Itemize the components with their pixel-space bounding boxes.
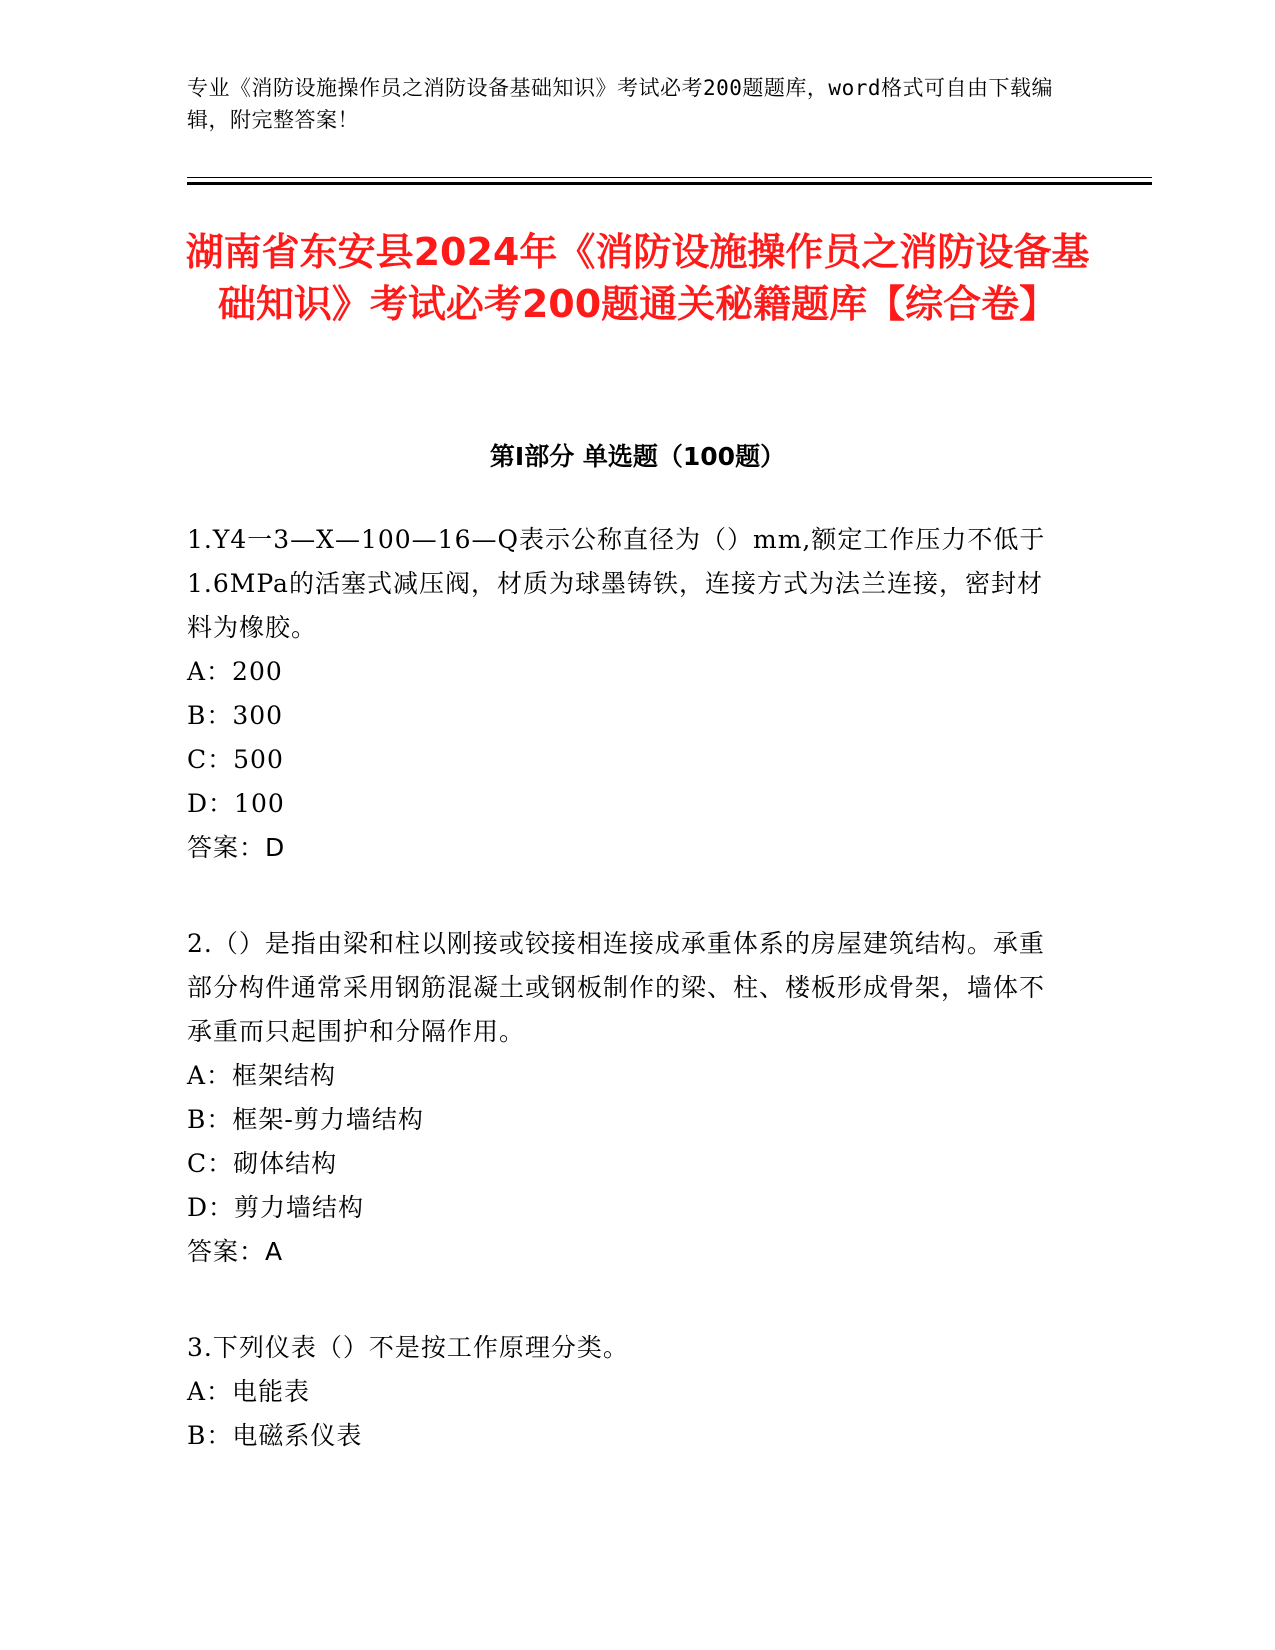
question-1 <box>187 518 1067 870</box>
header-rule-thick <box>187 182 1152 185</box>
option-a: A：框架结构 <box>187 1061 337 1090</box>
option-c: C：砌体结构 <box>187 1149 338 1178</box>
header-rule-thin <box>187 177 1152 178</box>
option-b: B：框架-剪力墙结构 <box>187 1105 424 1134</box>
question-stem: 2.（）是指由梁和柱以刚接或铰接相连接成承重体系的房屋建筑结构。承重部分构件通常采用钢筋混凝土或钢板制作的梁、柱、楼板形成骨架，墙体不承重而只起围护和分隔作用。 <box>187 929 1046 1046</box>
option-a: A：200 <box>187 657 283 686</box>
document-title: 湖南省东安县2024年《消防设施操作员之消防设备基础知识》考试必考200题通关秘籍题库【综合卷】 <box>185 230 1090 326</box>
option-b: B：电磁系仪表 <box>187 1421 363 1450</box>
answer: 答案：A <box>187 1237 284 1266</box>
question-3 <box>187 1326 1067 1458</box>
option-b: B：300 <box>187 701 284 730</box>
option-a: A：电能表 <box>187 1377 311 1406</box>
question-stem: 3.下列仪表（）不是按工作原理分类。 <box>187 1333 629 1362</box>
option-c: C：500 <box>187 745 284 774</box>
option-d: D：剪力墙结构 <box>187 1193 365 1222</box>
option-d: D：100 <box>187 789 285 818</box>
section-heading: 第I部分 单选题（100题） <box>489 442 786 471</box>
question-2 <box>187 922 1067 1274</box>
question-stem: 1.Y4一3—X—100—16—Q表示公称直径为（）mm,额定工作压力不低于1.6MPa的活塞式减压阀，材质为球墨铸铁，连接方式为法兰连接，密封材料为橡胶。 <box>187 525 1046 642</box>
answer: 答案：D <box>187 833 286 862</box>
header-note: 专业《消防设施操作员之消防设备基础知识》考试必考200题题库，word格式可自由下载编辑，附完整答案！ <box>187 76 1053 132</box>
